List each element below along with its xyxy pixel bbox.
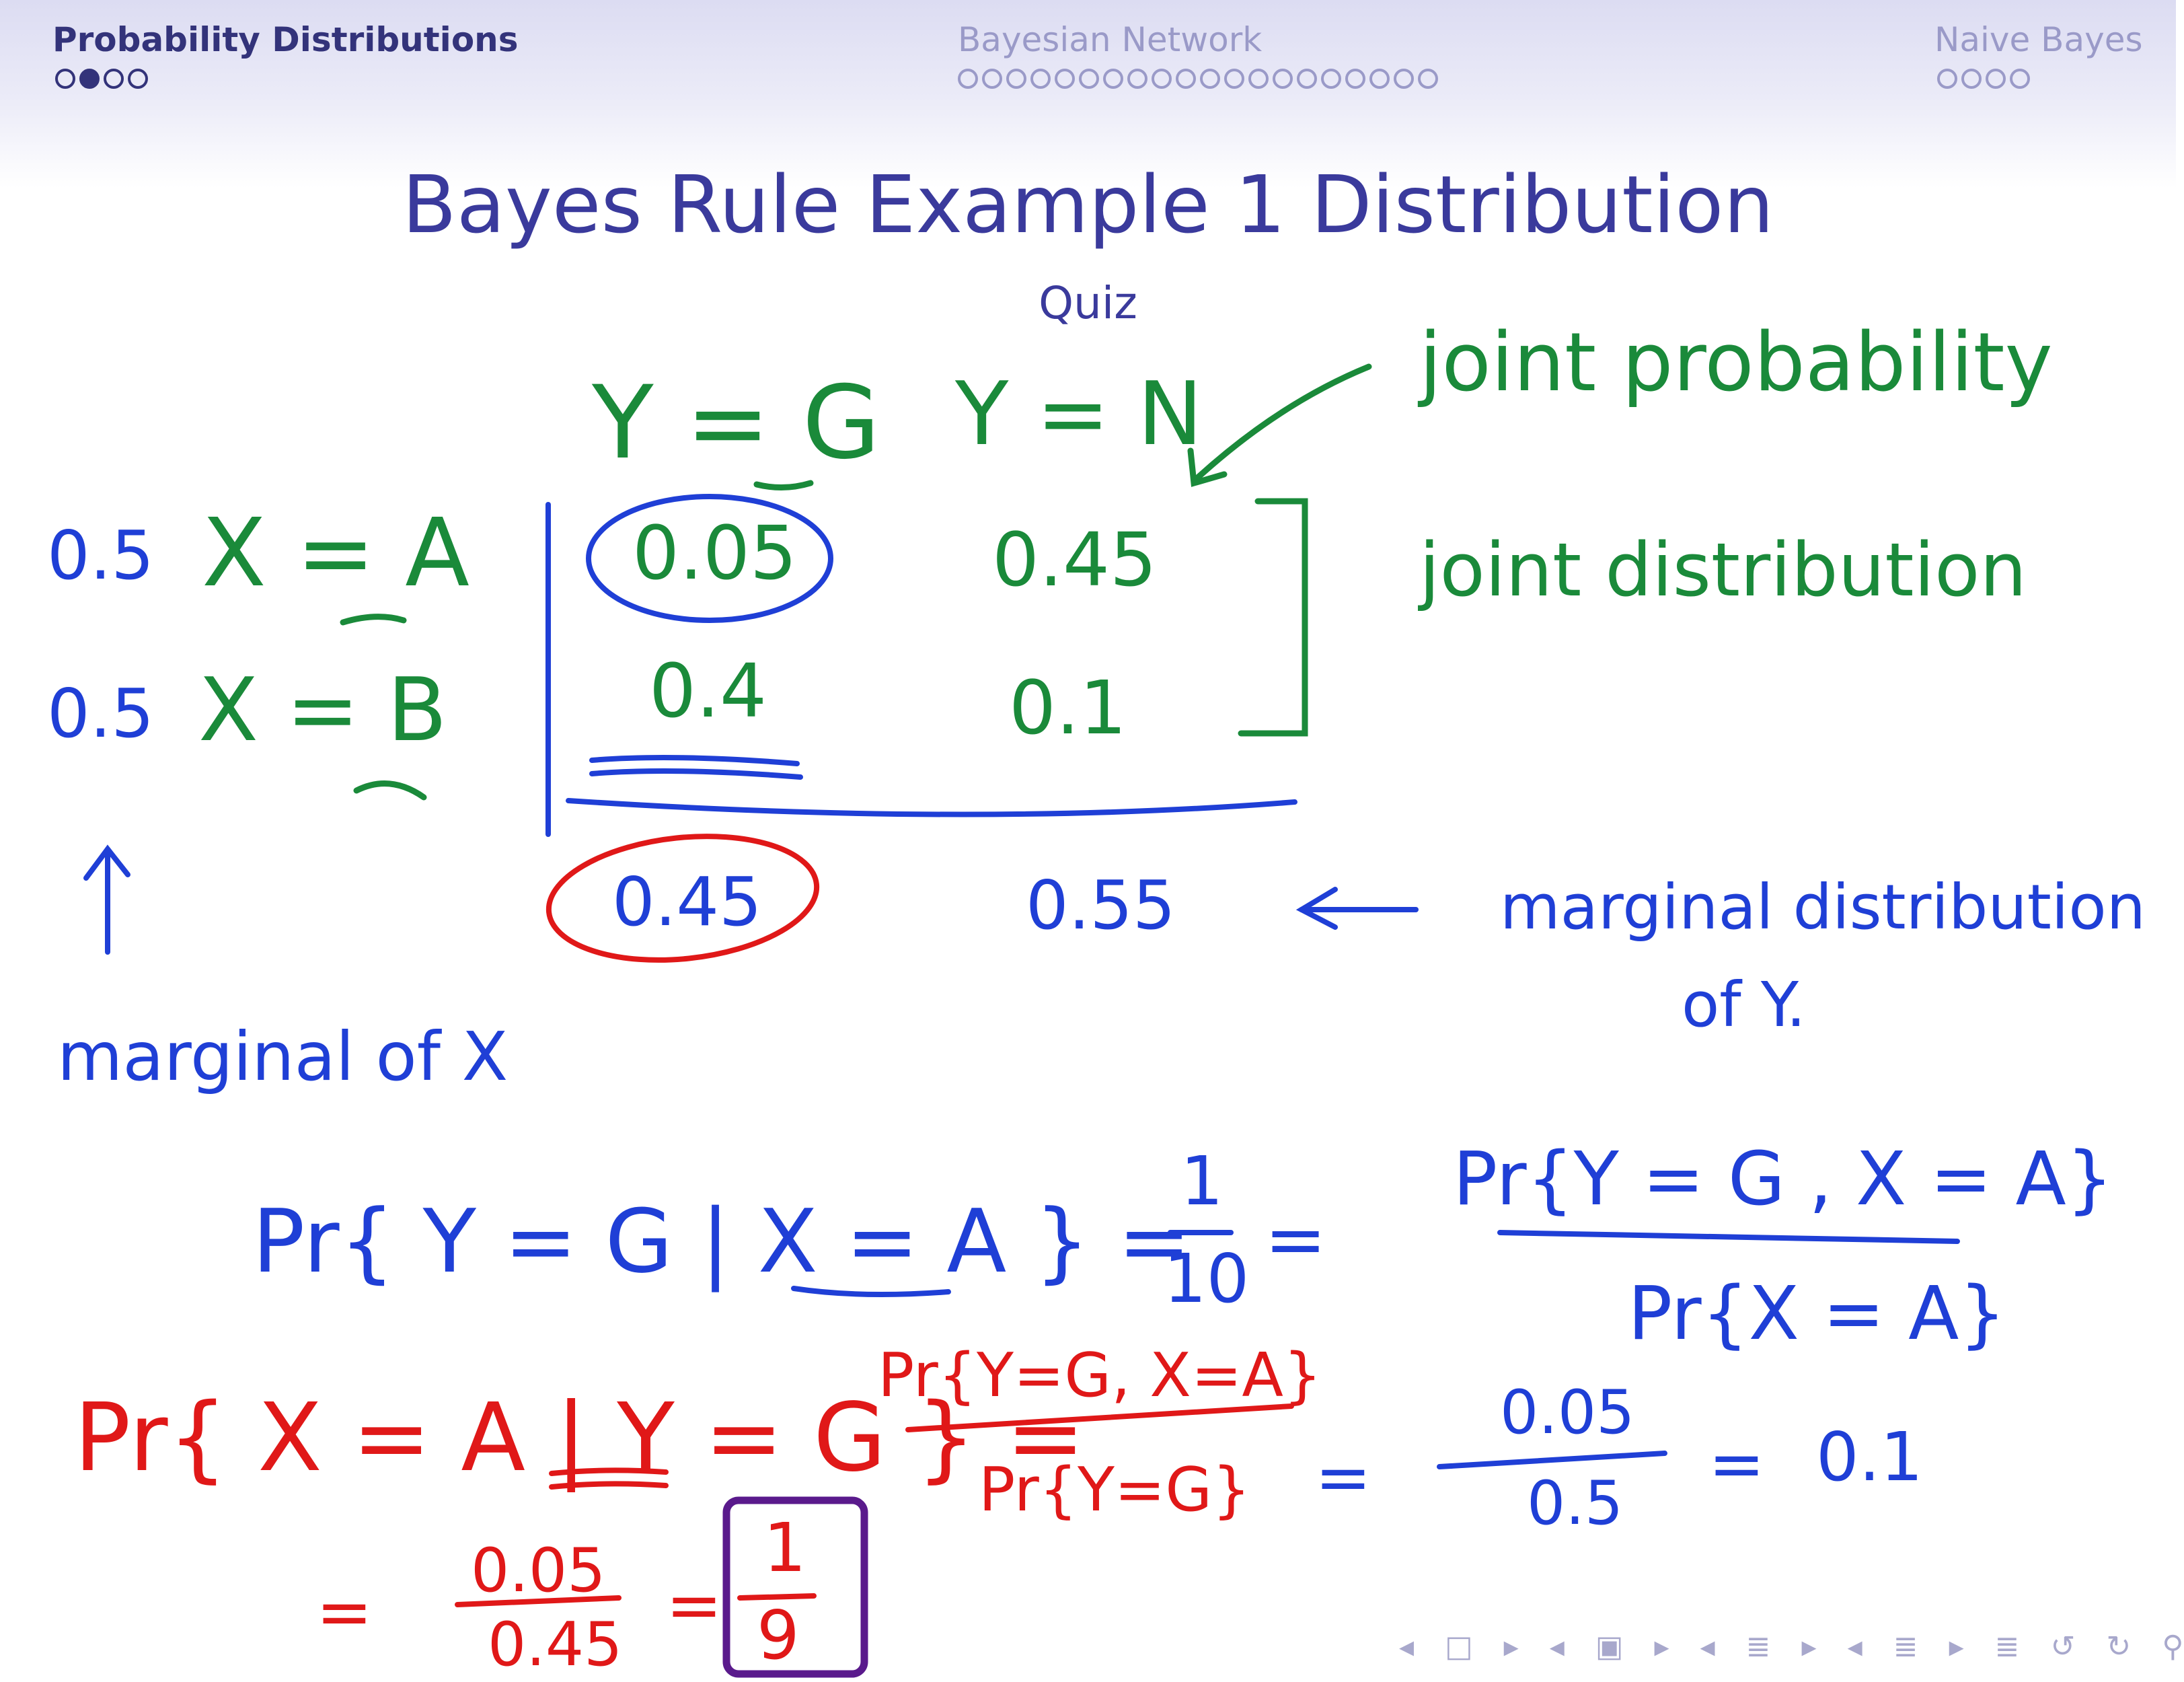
row-label-x-a: X = A — [202, 499, 469, 608]
section-prev-icon[interactable]: ◂ — [1700, 1629, 1715, 1664]
nav-section-naive-bayes[interactable]: Naive Bayes — [1934, 20, 2143, 59]
redo-icon[interactable]: ↻ — [2106, 1629, 2132, 1664]
cell-b-g: 0.4 — [649, 648, 767, 734]
cell-a-g: 0.05 — [632, 510, 797, 596]
frame-prev-icon[interactable]: ◂ — [1399, 1629, 1415, 1664]
eq2-num: Pr{Y=G, X=A} — [878, 1340, 1322, 1411]
slide-subtitle: Quiz — [1039, 277, 1137, 329]
note-joint-distribution: joint distribution — [1419, 527, 2027, 613]
eq3-den: 0.45 — [488, 1609, 623, 1680]
eq2-result: 0.1 — [1816, 1418, 1924, 1496]
eq2-lhs: Pr{ X = A | Y = G } = — [74, 1383, 1085, 1493]
eq3-eq2: = — [666, 1566, 722, 1644]
marginal-y-g: 0.45 — [612, 863, 762, 941]
marginal-y-n: 0.55 — [1026, 866, 1176, 945]
row-label-x-b: X = B — [198, 659, 447, 761]
align-icon[interactable]: ≣ — [1994, 1629, 2020, 1664]
eq3-num: 0.05 — [471, 1535, 606, 1606]
subsection-next-icon[interactable]: ▸ — [1654, 1629, 1669, 1664]
col-header-y-g: Y = G — [592, 365, 880, 482]
eq3-box-den: 9 — [757, 1596, 800, 1675]
eq2-eq2: = — [1708, 1424, 1765, 1503]
note-joint-probability: joint probability — [1419, 316, 2053, 410]
section-icon[interactable]: ≣ — [1745, 1629, 1771, 1664]
eq2-val-den: 0.5 — [1527, 1468, 1624, 1539]
eq3-box-num: 1 — [763, 1508, 806, 1587]
frame-icon[interactable]: □ — [1445, 1629, 1473, 1664]
slide-next-icon[interactable]: ▸ — [1949, 1629, 1964, 1664]
marginal-x-a: 0.5 — [47, 516, 155, 595]
eq1-frac-den: 10 — [1164, 1239, 1250, 1318]
subsection-prev-icon[interactable]: ◂ — [1549, 1629, 1565, 1664]
nav-section-bayesian-network[interactable]: Bayesian Network — [958, 20, 1263, 59]
note-marginal-y-of: of Y. — [1682, 969, 1806, 1041]
eq1-rhs-den: Pr{X = A} — [1628, 1270, 2006, 1356]
slide-icon[interactable]: ≣ — [1893, 1629, 1918, 1664]
frame-next-icon[interactable]: ▸ — [1503, 1629, 1519, 1664]
cell-b-n: 0.1 — [1009, 665, 1127, 751]
search-icon[interactable]: ⚲ — [2162, 1629, 2184, 1664]
eq3-eq: = — [316, 1572, 373, 1651]
eq1-lhs: Pr{ Y = G | X = A } = — [252, 1190, 1191, 1292]
beamer-navigation-bar — [1399, 1623, 2184, 1670]
subsection-icon[interactable]: ▣ — [1595, 1629, 1624, 1664]
section-next-icon[interactable]: ▸ — [1801, 1629, 1817, 1664]
undo-icon[interactable]: ↺ — [2050, 1629, 2076, 1664]
note-marginal-y: marginal distribution — [1500, 871, 2146, 943]
col-header-y-n: Y = N — [955, 363, 1203, 465]
eq1-eq: = — [1265, 1196, 1327, 1282]
eq2-den: Pr{Y=G} — [979, 1455, 1251, 1525]
eq2-eq: = — [1315, 1438, 1371, 1516]
nav-section-probability-distributions[interactable]: Probability Distributions — [52, 20, 519, 59]
slide-title: Bayes Rule Example 1 Distribution — [402, 158, 1774, 251]
eq1-rhs-num: Pr{Y = G , X = A} — [1453, 1136, 2113, 1222]
eq2-val-num: 0.05 — [1500, 1377, 1635, 1448]
cell-a-n: 0.45 — [992, 517, 1157, 603]
eq1-frac-num: 1 — [1180, 1142, 1223, 1220]
slide-prev-icon[interactable]: ◂ — [1847, 1629, 1862, 1664]
marginal-x-b: 0.5 — [47, 674, 155, 753]
note-marginal-x: marginal of X — [57, 1017, 509, 1096]
